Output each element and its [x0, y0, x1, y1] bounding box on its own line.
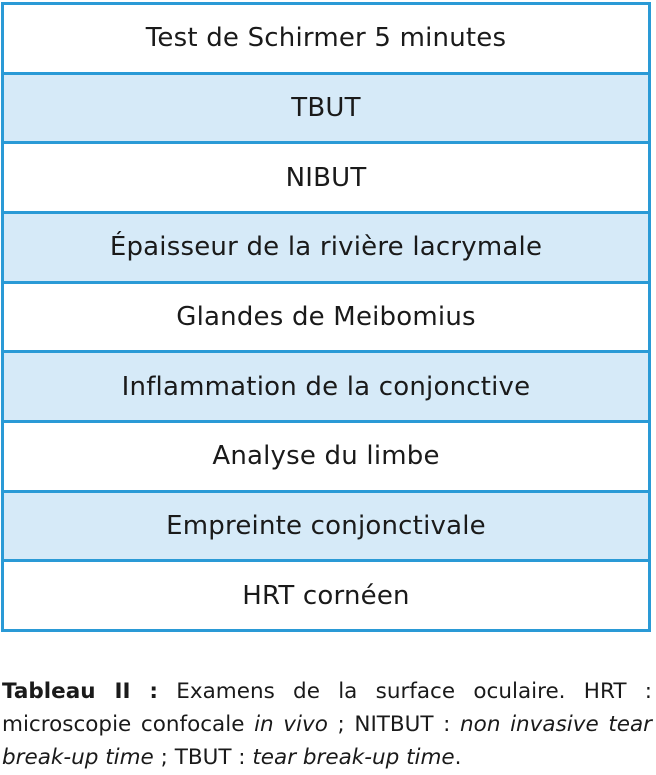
caption-label: Tableau II : — [2, 679, 159, 704]
table-row: Épaisseur de la rivière lacrymale — [4, 214, 648, 284]
table-row: Empreinte conjonctivale — [4, 493, 648, 563]
table-caption — [2, 675, 652, 774]
table-row: Glandes de Meibomius — [4, 284, 648, 354]
table-row: NIBUT — [4, 144, 648, 214]
exam-table — [1, 2, 651, 632]
table-row: Test de Schirmer 5 minutes — [4, 5, 648, 75]
caption-text: . — [454, 745, 462, 770]
table-row: Analyse du limbe — [4, 423, 648, 493]
table-row: Inflammation de la conjonctive — [4, 353, 648, 423]
caption-italic: tear break-up time — [252, 745, 455, 770]
table-row: HRT cornéen — [242, 580, 410, 611]
table-row: TBUT — [4, 75, 648, 145]
caption-italic: non invasive tear break-up time — [2, 712, 652, 770]
caption-italic: in vivo — [254, 712, 328, 737]
caption-text: ; TBUT : — [153, 745, 253, 770]
caption-text: ; NITBUT : — [327, 712, 461, 737]
caption-text: Examens de la surface oculaire. HRT : microscopie confocale — [2, 679, 652, 737]
